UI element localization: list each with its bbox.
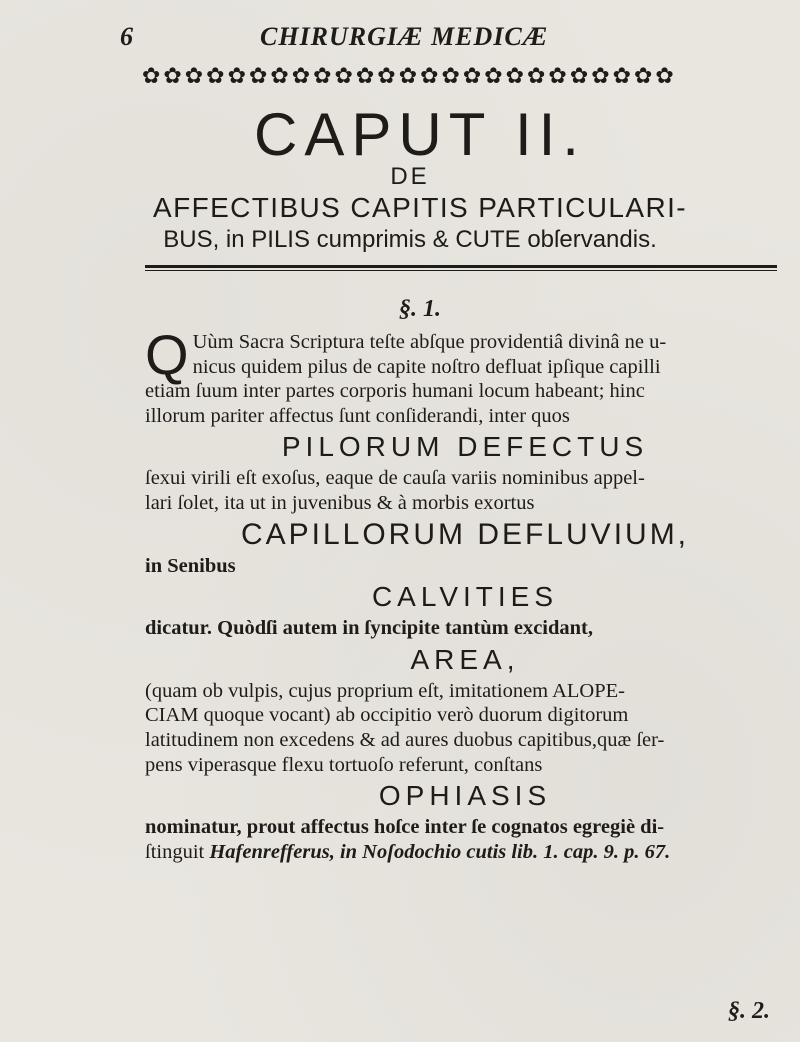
running-title: CHIRURGIÆ MEDICÆ (260, 22, 549, 51)
ornament-flower-icon: ✿ (184, 64, 204, 89)
ornament-flower-icon: ✿ (334, 64, 353, 89)
ornament-flower-icon: ✿ (142, 64, 161, 89)
text-line: ſexui virili eſt exoſus, eaque de cauſa variis nominibus appel- (145, 467, 645, 490)
ornament-flower-icon: ✿ (462, 64, 482, 89)
text-line: illorum pariter affectus ſunt conſiderandi, inter quos (145, 404, 570, 427)
running-head (0, 14, 800, 54)
divider-thin (145, 270, 777, 271)
ornament-flower-icon: ✿ (548, 64, 567, 89)
ornament-flower-icon: ✿ (270, 64, 289, 89)
ornament-flower-icon: ✿ (291, 64, 311, 89)
text-line: (quam ob vulpis, cujus proprium eſt, imitationem ALOPE- (145, 679, 625, 702)
text-line: Uùm Sacra Scriptura teſte abſque providentiâ divinâ ne u- (192, 331, 667, 353)
ornament-flower-icon: ✿ (505, 64, 525, 89)
page-number: 6 (120, 22, 133, 51)
drop-cap: Q (145, 323, 189, 386)
section-mark: §. 1. (399, 296, 441, 322)
ornament-flower-icon: ✿ (591, 64, 610, 89)
text-line: lari ſolet, ita ut in juvenibus & à morbis exortus (145, 491, 535, 514)
catchword: §. 2. (728, 998, 770, 1024)
ornament-flower-icon: ✿ (398, 64, 418, 89)
heading-de: DE (390, 163, 430, 190)
divider-thick (145, 265, 777, 268)
ornament-flower-icon: ✿ (313, 64, 332, 89)
text-line: nominatur, prout affectus hoſce inter ſe cognatos egregiè di- (145, 816, 665, 839)
ornament-flower-icon: ✿ (227, 64, 246, 89)
ornament-flower-icon: ✿ (655, 64, 674, 89)
ornament-flower-icon: ✿ (206, 64, 225, 89)
ornament-flower-icon: ✿ (420, 64, 439, 89)
citation-lead: ſtinguit (145, 840, 210, 863)
ornament-flower-icon: ✿ (441, 64, 460, 89)
body-text (145, 323, 785, 864)
text-line: pens viperasque flexu tortuoſo referunt, conſtans (145, 753, 543, 776)
ornament-flower-icon: ✿ (355, 64, 375, 89)
text-line: CIAM quoque vocant) ab occipitio verò duorum digitorum (145, 704, 629, 727)
display-term-capillorum-defluvium: CAPILLORUM DEFLUVIUM, (240, 517, 690, 551)
ornament-flower-icon: ✿ (633, 64, 653, 89)
ornament-flower-icon: ✿ (248, 64, 268, 89)
paragraph-opening (145, 323, 785, 428)
ornament-flower-icon: ✿ (377, 64, 396, 89)
heading-main: AFFECTIBUS CAPITIS PARTICULARI- (153, 192, 687, 223)
text-line: nicus quidem pilus de capite noſtro defluat ipſique capilli (192, 355, 661, 378)
citation-reference: Hafenrefferus, in Noſodochio cutis lib. 1. cap. 9. p. 67. (209, 840, 671, 863)
display-term-calvities: CALVITIES (371, 581, 559, 613)
text-line: latitudinem non excedens & ad aures duobus capitibus,quæ ſer- (145, 728, 665, 751)
display-term-ophiasis: OPHIASIS (378, 780, 552, 812)
heading-sub: BUS, in PILIS cumprimis & CUTE obſervandis. (163, 226, 657, 253)
ornament-flower-icon: ✿ (612, 64, 632, 89)
text-line: etiam ſuum inter partes corporis humani locum habeant; hinc (145, 380, 645, 403)
text-line: in Senibus (145, 554, 236, 577)
ornament-flower-icon: ✿ (527, 64, 546, 89)
display-term-pilorum-defectus: PILORUM DEFECTUS (281, 431, 649, 463)
display-term-area: AREA, (410, 643, 520, 675)
ornament-border (142, 62, 674, 92)
text-line-citation (145, 840, 785, 865)
text-line: dicatur. Quòdſi autem in ſyncipite tantùm excidant, (145, 617, 593, 640)
ornament-flower-icon: ✿ (484, 64, 503, 89)
chapter-title: CAPUT II. (254, 101, 586, 168)
ornament-flower-icon: ✿ (163, 64, 182, 89)
ornament-flower-icon: ✿ (569, 64, 589, 89)
